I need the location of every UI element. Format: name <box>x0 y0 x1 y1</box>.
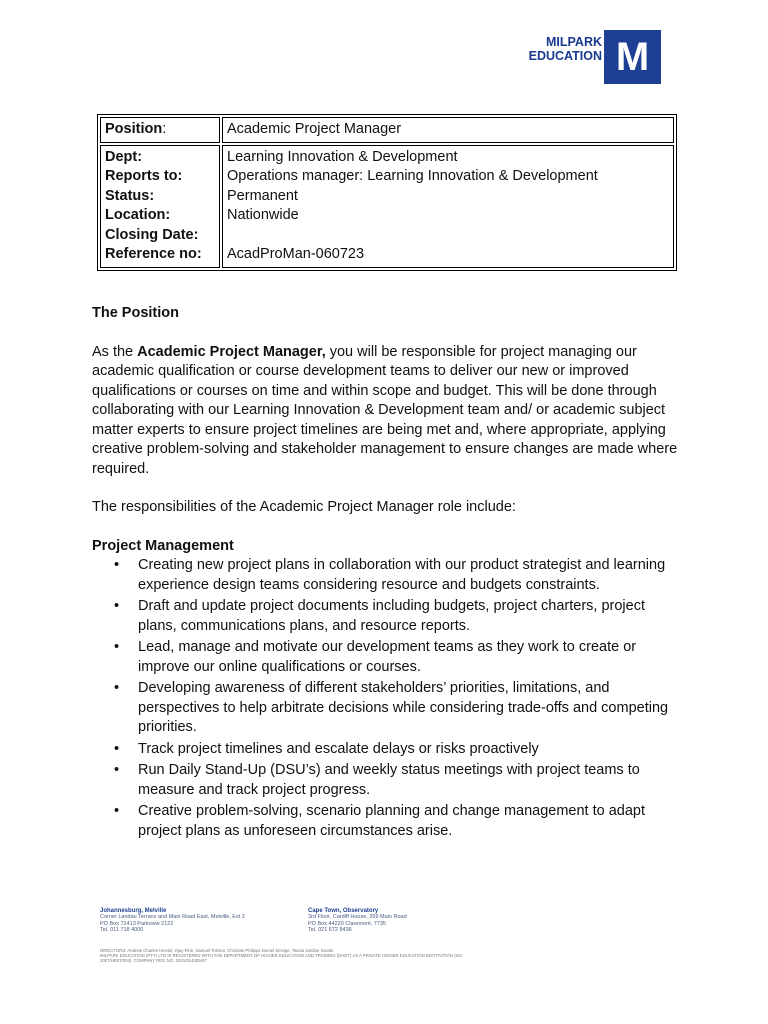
details-values <box>222 145 674 268</box>
location-value: Nationwide <box>227 207 299 223</box>
footer-directors: DIRECTORS: Andrew Charles Herold, Vijay Pirie, Samuel Tolsma, Christian Philippe Daniel Sinnige, Tassia Jardine Sarabi <box>100 948 334 953</box>
position-intro-paragraph <box>92 343 684 480</box>
position-colon: : <box>162 121 167 137</box>
list-item: • Draft and update project documents including budgets, project charters, project plans, communications plans, and resource reports. <box>138 597 684 636</box>
intro-prefix: As the <box>92 343 138 360</box>
footer-jhb-line2: PO Box 72413 Parkview 2122 <box>100 920 174 927</box>
intro-role-bold: Academic Project Manager, <box>137 343 326 360</box>
milpark-logo <box>518 30 663 84</box>
closing-date-value <box>227 226 669 246</box>
footer-registration: MILPARK EDUCATION (PTY) LTD IS REGISTERED WITH THE DEPARTMENT OF HIGHER EDUCATION AND TRAINING (DHET) AS A PRIVATE HIGHER EDUCATION INSTITUTION (NO. 2007/HE07/004). COMPANY REG NO. 2001/014305/07 <box>100 953 464 964</box>
status-value: Permanent <box>227 187 298 204</box>
logo-line1: MILPARK <box>545 35 602 49</box>
project-management-heading: Project Management <box>92 537 234 554</box>
footer-johannesburg-address <box>100 908 245 933</box>
list-item: • Track project timelines and escalate delays or risks proactively <box>138 740 684 760</box>
reference-no-value: AcadProMan-060723 <box>227 246 365 262</box>
position-value: Academic Project Manager <box>222 117 674 143</box>
logo-m-mark: M <box>604 30 661 84</box>
footer-cpt-city: Cape Town, Observatory <box>308 908 379 914</box>
footer-cape-town-address <box>308 908 407 933</box>
job-details-table <box>97 114 677 271</box>
intro-text: you will be responsible for project managing our academic qualification or course development teams to deliver our new or improved qualifications or courses on time and within scope and budget. This will be done through collaborating with our Learning Innovation & Development team and/ or academic subject matter experts to ensure project timelines are being met and, where appropriate, applying creative problem-solving and stakeholder management to ensure changes are made where required. <box>92 343 678 477</box>
footer-jhb-line1: Corner Landau Terrace and Main Road East, Melville, Ext 2 <box>100 914 245 921</box>
position-label-cell <box>100 117 220 143</box>
reports-to-value: Operations manager: Learning Innovation & Development <box>227 168 598 184</box>
position-row <box>100 117 674 143</box>
location-label: Location: <box>105 207 171 223</box>
list-item: • Lead, manage and motivate our development teams as they work to create or improve our online qualifications or courses. <box>138 638 684 677</box>
dept-value: Learning Innovation & Development <box>227 148 458 165</box>
list-item: • Run Daily Stand-Up (DSU’s) and weekly status meetings with project teams to measure and track project progress. <box>138 761 684 800</box>
footer-cpt-line3: Tel. 021 672 8436 <box>308 926 352 933</box>
page-footer <box>100 908 680 968</box>
list-item: • Developing awareness of different stakeholders’ priorities, limitations, and perspectives to help arbitrate decisions while considering trade-offs and competing priorities. <box>138 679 684 738</box>
closing-date-label: Closing Date: <box>105 226 199 243</box>
list-item: • Creating new project plans in collaboration with our product strategist and learning experience design teams considering resource and budgets constraints. <box>138 556 684 595</box>
details-row <box>100 145 674 268</box>
details-labels <box>100 145 220 268</box>
footer-legal-text <box>100 948 480 964</box>
list-item: • Creative problem-solving, scenario planning and change management to adapt project plans as unforeseen circumstances arise. <box>138 802 684 841</box>
document-body <box>92 304 684 843</box>
footer-cpt-line2: PO Box 44220 Claremont, 7735 <box>308 920 386 927</box>
reports-to-label: Reports to: <box>105 168 183 184</box>
dept-label: Dept: <box>105 148 143 165</box>
project-management-list <box>92 556 684 841</box>
logo-line2: EDUCATION <box>528 49 602 63</box>
logo-wordmark <box>518 35 602 63</box>
footer-jhb-line3: Tel. 011 718 4000 <box>100 926 144 933</box>
footer-cpt-line1: 3rd Floor, Cardiff House, 269 Main Road <box>308 914 407 921</box>
footer-jhb-city: Johannesburg, Melville <box>100 908 167 914</box>
status-label: Status: <box>105 187 155 204</box>
reference-no-label: Reference no: <box>105 246 202 262</box>
position-label: Position <box>105 121 163 137</box>
responsibilities-intro: The responsibilities of the Academic Project Manager role include: <box>92 499 516 515</box>
position-heading: The Position <box>92 305 179 321</box>
